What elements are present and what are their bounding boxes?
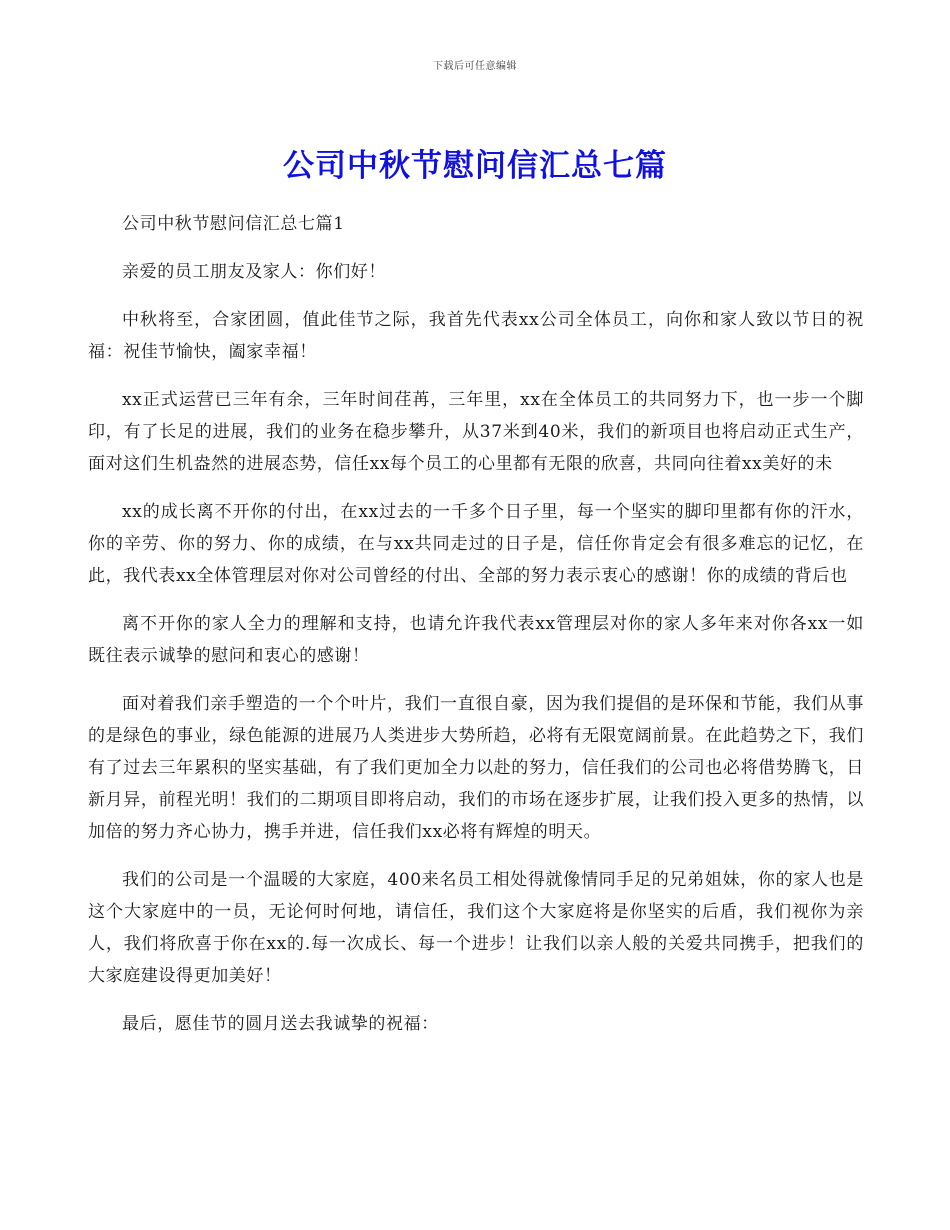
paragraph-greeting: 亲爱的员工朋友及家人：你们好！ <box>122 262 386 282</box>
paragraph-closing: 最后，愿佳节的圆月送去我诚挚的祝福： <box>122 1014 439 1034</box>
paragraph-company-progress: xx正式运营已三年有余，三年时间荏苒，三年里，xx在全体员工的共同努力下，也一步一个脚印，有了长足的进展，我们的业务在稳步攀升，从37米到40米，我们的新项目也将启动正式生产，面对这们生机盎然的进展态势，信任xx每个员工的心里都有无限的欣喜，共同向往着xx美好的未 <box>88 390 864 474</box>
paragraph-green-future: 面对着我们亲手塑造的一个个叶片，我们一直很自豪，因为我们提倡的是环保和节能，我们从事的是绿色的事业，绿色能源的进展乃人类进步大势所趋，必将有无限宽阔前景。在此趋势之下，我们有了过去三年累积的坚实基础，有了我们更加全力以赴的努力，信任我们的公司也必将借势腾飞，日新月异，前程光明！我们的二期项目即将启动，我们的市场在逐步扩展，让我们投入更多的热情，以加倍的努力齐心协力，携手并进，信任我们xx必将有辉煌的明天。 <box>88 694 864 842</box>
paragraph-big-family: 我们的公司是一个温暖的大家庭，400来名员工相处得就像情同手足的兄弟姐妹，你的家人也是这个大家庭中的一员，无论何时何地，请信任，我们这个大家庭将是你坚实的后盾，我们视你为亲人，我们将欣喜于你在xx的.每一次成长、每一个进步！让我们以亲人般的关爱共同携手，把我们的大家庭建设得更加美好！ <box>88 870 864 986</box>
document-body <box>88 208 864 1056</box>
header-note: 下载后可任意编辑 <box>433 61 517 72</box>
paragraph-section-heading: 公司中秋节慰问信汇总七篇1 <box>122 214 345 234</box>
paragraph-festival-wishes: 中秋将至，合家团圆，值此佳节之际，我首先代表xx公司全体员工，向你和家人致以节日的祝福：祝佳节愉快，阖家幸福！ <box>88 310 864 362</box>
paragraph-family-thanks: 离不开你的家人全力的理解和支持，也请允许我代表xx管理层对你的家人多年来对你各xx一如既往表示诚挚的慰问和衷心的感谢！ <box>88 614 864 666</box>
document-title: 公司中秋节慰问信汇总七篇 <box>283 148 667 184</box>
paragraph-employee-thanks: xx的成长离不开你的付出，在xx过去的一千多个日子里，每一个坚实的脚印里都有你的汗水，你的辛劳、你的努力、你的成绩，在与xx共同走过的日子是，信任你肯定会有很多难忘的记忆，在此，我代表xx全体管理层对你对公司曾经的付出、全部的努力表示衷心的感谢！你的成绩的背后也 <box>88 502 864 586</box>
